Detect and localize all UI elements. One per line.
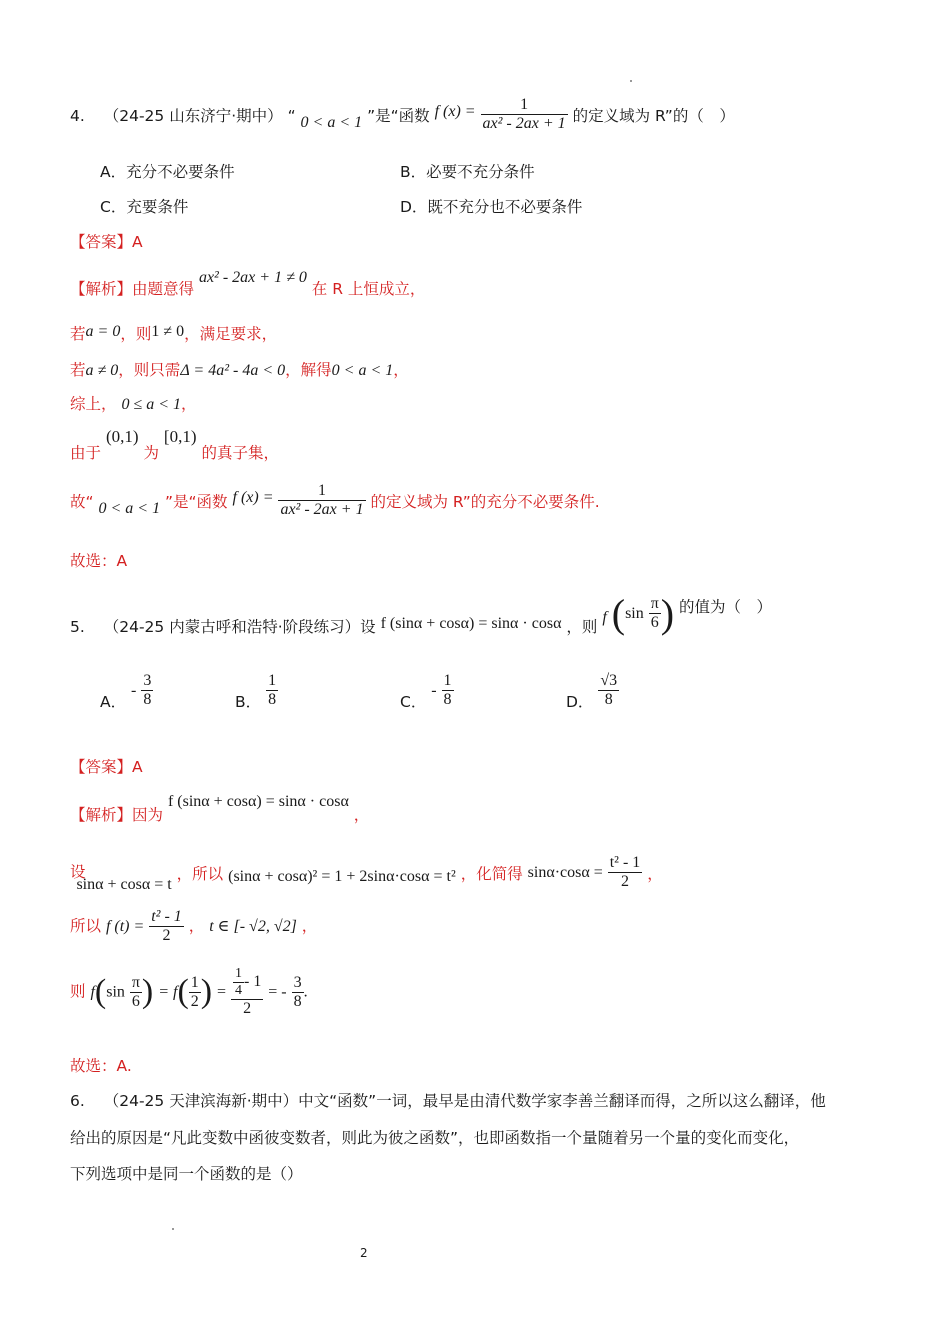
text: 若	[70, 361, 86, 379]
final-answer: 故选：A.	[70, 1057, 132, 1075]
option-c[interactable]	[400, 672, 454, 709]
half-fraction	[189, 974, 201, 1011]
math-expr: - 1	[244, 973, 262, 991]
fraction-numerator: 1	[235, 966, 242, 981]
text: ”是“函数	[165, 493, 228, 511]
option-label: A．	[100, 693, 127, 711]
option-label: C．	[400, 693, 427, 711]
analysis-line-4	[70, 966, 308, 1018]
fraction-denominator: 2	[231, 999, 263, 1018]
question-number: 4.	[70, 107, 85, 125]
fraction-numerator: π	[650, 595, 659, 612]
math-expr: Δ = 4a² - 4a < 0	[180, 362, 286, 379]
fraction-numerator: 3	[293, 973, 302, 991]
text: 的真子集，	[201, 444, 279, 462]
paren-close: )	[660, 591, 675, 636]
fraction-denominator: 8	[293, 992, 302, 1010]
text: ，	[181, 395, 197, 413]
minus-sign: -	[431, 682, 437, 699]
text: ，	[393, 361, 409, 379]
analysis-line-3	[70, 908, 317, 945]
fraction-denominator: 2	[608, 872, 643, 891]
compound-fraction	[231, 966, 263, 1018]
decorative-dot	[172, 1228, 174, 1230]
math-fraction	[149, 908, 184, 945]
option-d[interactable]	[566, 672, 619, 709]
text: ，	[301, 917, 318, 935]
question-suffix: 的值为（ ）	[679, 598, 773, 616]
paren-open: (	[611, 591, 626, 636]
fraction-denominator: 4	[235, 983, 242, 998]
analysis-line-1	[70, 265, 426, 298]
question-6-line-3: 下列选项中是同一个函数的是（）	[70, 1165, 303, 1183]
option-label: D．	[566, 693, 594, 711]
text: ，则只需	[118, 361, 181, 379]
function-fraction	[278, 482, 365, 519]
question-5-stem	[70, 590, 772, 637]
question-6-line-2: 给出的原因是“凡此变数中函彼变数者，则此为彼之函数”，也即函数指一个量随着另一个量的变化而变化，	[70, 1129, 800, 1147]
math-expr: a ≠ 0	[85, 362, 119, 379]
text: ，解得	[285, 361, 332, 379]
math-expr: a = 0	[85, 323, 121, 340]
result-fraction	[292, 974, 304, 1011]
math-expr: 0 < a < 1	[331, 362, 394, 379]
option-b[interactable]	[235, 672, 278, 709]
quote-open: “	[287, 107, 296, 125]
analysis-line-3	[70, 358, 409, 380]
analysis-line-2	[70, 850, 677, 893]
fraction-denominator: 2	[190, 992, 199, 1010]
text: ，所以	[176, 865, 224, 883]
text: 若	[70, 325, 86, 343]
fraction-denominator: 2	[149, 926, 184, 945]
question-suffix: 的定义域为 R”的（ ）	[572, 107, 735, 125]
math-expr: sinα + cosα = t	[76, 876, 172, 893]
option-a[interactable]: A．充分不必要条件	[100, 163, 235, 181]
analysis-line-4	[70, 392, 197, 414]
question-text: ”是“函数	[367, 107, 430, 125]
text: ，则	[120, 325, 152, 343]
answer-label: 【答案】A	[70, 233, 143, 251]
analysis-tail: 在 R 上恒成立，	[311, 280, 426, 298]
option-a[interactable]	[100, 672, 153, 709]
final-answer: 故选：A	[70, 552, 128, 570]
math-expr: sinα·cosα =	[527, 864, 603, 881]
option-fraction	[442, 672, 454, 709]
text: 为	[143, 444, 159, 462]
analysis-line-2	[70, 322, 277, 344]
paren-open: (	[94, 973, 107, 1010]
analysis-line-6	[70, 484, 600, 521]
text: 由于	[70, 444, 102, 462]
function-lhs: f (x) =	[434, 103, 476, 120]
sin-text: sin	[106, 983, 125, 1001]
page-number: 2	[360, 1246, 368, 1260]
fraction-numerator: √3	[600, 672, 618, 689]
math-expr: f	[90, 983, 95, 1001]
fraction-denominator: 8	[598, 690, 619, 709]
text: ，	[188, 917, 205, 935]
fraction-denominator: 8	[443, 691, 452, 708]
sin-text: sin	[625, 605, 644, 622]
inner-fraction	[233, 966, 244, 999]
fraction-numerator: 1	[318, 482, 326, 499]
text: 故“	[70, 493, 94, 511]
math-expr: (sinα + cosα)² = 1 + 2sinα·cosα = t²	[228, 868, 456, 885]
option-fraction	[598, 672, 619, 709]
question-number: 6.	[70, 1092, 85, 1110]
fraction-denominator: ax² - 2ax + 1	[482, 115, 566, 132]
text: ，	[647, 865, 663, 883]
answer-label: 【答案】A	[70, 758, 143, 776]
fraction-denominator: ax² - 2ax + 1	[280, 501, 364, 518]
fraction-denominator: 8	[143, 691, 152, 708]
paren-close: )	[141, 973, 154, 1010]
option-c[interactable]: C．充要条件	[100, 198, 189, 216]
text: 综上，	[70, 395, 117, 413]
fraction-denominator: 6	[130, 992, 142, 1011]
fraction-numerator: 1	[268, 672, 277, 689]
fraction-numerator: 1	[520, 96, 529, 113]
analysis-expr: ax² - 2ax + 1 ≠ 0	[198, 269, 307, 286]
question-6-line-1	[70, 1089, 826, 1111]
math-fraction	[608, 854, 643, 891]
math-expr: 1 ≠ 0	[151, 323, 185, 340]
fraction-numerator: t² - 1	[609, 854, 641, 871]
fraction-numerator	[231, 966, 263, 999]
text: 所以	[70, 917, 102, 935]
analysis-label: 【解析】因为	[70, 806, 164, 824]
math-expr: f (t) =	[105, 918, 145, 935]
option-d[interactable]: D．既不充分也不必要条件	[400, 198, 583, 216]
fraction-denominator: 6	[649, 613, 661, 632]
fraction-numerator: 1	[443, 672, 452, 689]
decorative-dot	[630, 80, 632, 82]
condition-expr: 0 < a < 1	[300, 114, 363, 131]
analysis-label: 【解析】由题意得	[70, 280, 195, 298]
analysis-expr: f (sinα + cosα) = sinα · cosα	[167, 793, 349, 810]
question-number: 5.	[70, 618, 85, 636]
fraction-numerator: 3	[143, 672, 152, 689]
math-expr: [0,1)	[163, 427, 197, 446]
question-text: （24-25 天津滨海新·期中）中文“函数”一词，最早是由清代数学家李善兰翻译而得，之所以这么翻译，他	[103, 1092, 826, 1110]
function-fraction	[481, 96, 568, 133]
minus-sign: -	[131, 682, 137, 699]
question-source: （24-25 山东济宁·期中）	[103, 107, 283, 125]
fraction-numerator: π	[131, 973, 140, 991]
fraction-denominator: 8	[268, 691, 277, 708]
paren-close: )	[200, 973, 213, 1010]
question-4-stem	[70, 98, 735, 135]
math-expr: .	[303, 983, 308, 1001]
ask-f: f	[602, 609, 607, 626]
math-expr: t ∈ [- √2, √2]	[209, 918, 297, 935]
pi-over-six	[130, 974, 142, 1011]
analysis-line-5	[70, 425, 279, 462]
math-expr: 0 ≤ a < 1	[121, 396, 182, 413]
text: 则	[70, 982, 86, 1001]
text: ，化简得	[460, 865, 523, 883]
question-text: ，则	[566, 618, 598, 636]
fraction-numerator: 1	[190, 973, 199, 991]
analysis-line-1	[70, 789, 370, 824]
math-expr: (0,1)	[105, 427, 139, 446]
text: 设	[70, 863, 86, 881]
paren-open: (	[177, 973, 189, 1010]
option-b[interactable]: B．必要不充分条件	[400, 163, 535, 181]
text: 的定义域为 R”的充分不必要条件.	[370, 493, 600, 511]
text: ，满足要求，	[184, 325, 278, 343]
option-fraction	[141, 672, 153, 709]
math-expr: =	[217, 983, 227, 1001]
math-expr: = -	[268, 983, 287, 1001]
analysis-tail: ，	[353, 806, 370, 824]
math-expr: f (x) =	[232, 489, 274, 506]
pi-over-six	[649, 595, 661, 632]
option-label: B．	[235, 693, 262, 711]
given-expr: f (sinα + cosα) = sinα · cosα	[380, 615, 562, 632]
math-expr: 0 < a < 1	[98, 500, 161, 517]
option-fraction	[266, 672, 278, 709]
fraction-numerator: t² - 1	[151, 908, 182, 925]
question-source: （24-25 内蒙古呼和浩特·阶段练习）设	[103, 618, 376, 636]
math-expr: = f	[158, 983, 178, 1001]
